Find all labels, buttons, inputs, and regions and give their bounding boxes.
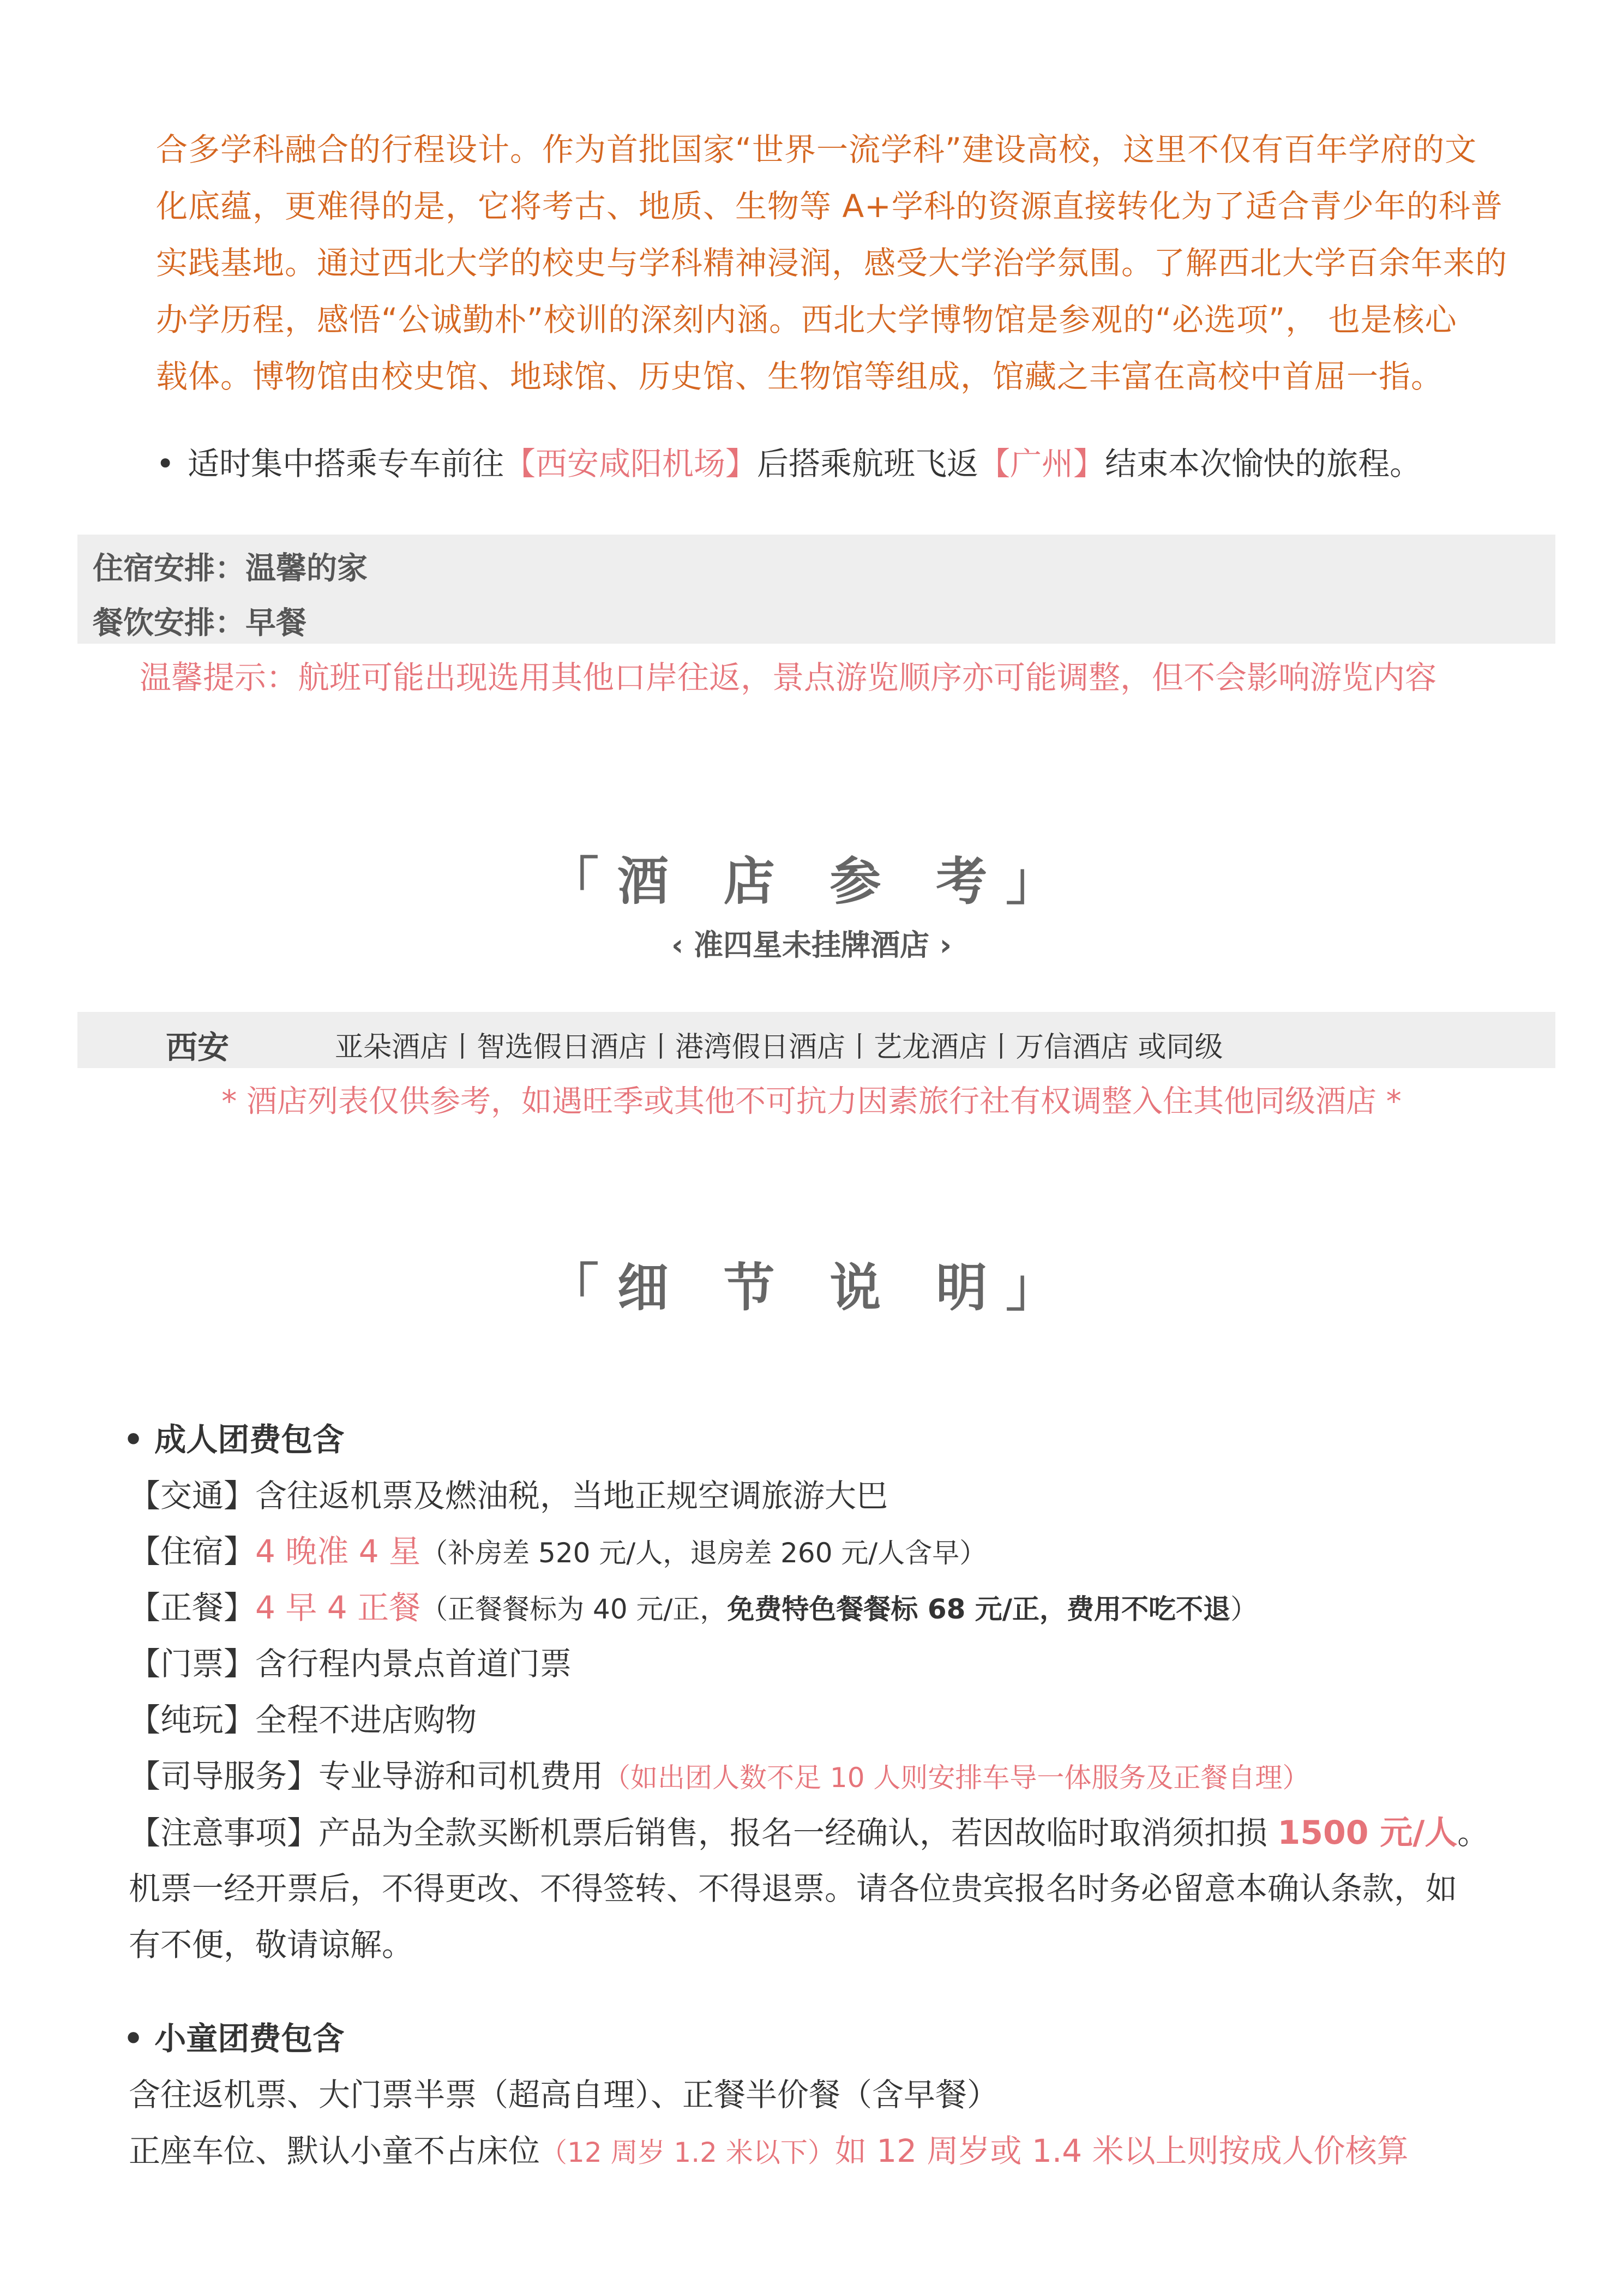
hotel-note: * 酒店列表仅供参考，如遇旺季或其他不可抗力因素旅行社有权调整入住其他同级酒店 * xyxy=(221,1084,1402,1119)
meal-note-bold: 免费特色餐餐标 68 元/正，费用不吃不退 xyxy=(727,1593,1231,1625)
detail-section-title: 「细 节 说 明」 xyxy=(547,1258,1076,1318)
airport-highlight: 【西安咸阳机场】 xyxy=(504,445,758,482)
return-text-3: 结束本次愉快的旅程。 xyxy=(1105,445,1422,482)
city-highlight: 【广州】 xyxy=(978,445,1105,482)
meal-note-end: ） xyxy=(1230,1593,1258,1625)
notice-line-3: 有不便，敬请谅解。 xyxy=(129,1926,414,1963)
intro-line: 办学历程，感悟“公诚勤朴”校训的深刻内涵。西北大学博物馆是参观的“必选项”， 也是核心 xyxy=(156,301,1457,338)
intro-line: 载体。博物馆由校史馆、地球馆、历史馆、生物馆等组成，馆藏之丰富在高校中首屈一指。 xyxy=(156,358,1444,395)
lodging-label: 【住宿】 xyxy=(129,1533,256,1570)
return-text-1: 适时集中搭乘专车前往 xyxy=(188,445,504,482)
return-trip-item xyxy=(156,439,1574,488)
pure-play-item: 【纯玩】全程不进店购物 xyxy=(129,1701,477,1739)
hotel-section-title: 「酒 店 参 考」 xyxy=(547,852,1076,912)
lodging-item xyxy=(129,1526,987,1572)
adult-heading: • 成人团费包含 xyxy=(123,1421,345,1458)
return-text-2: 后搭乘航班飞返 xyxy=(757,445,979,482)
bullet-icon: • xyxy=(156,445,175,482)
guide-label: 【司导服务】专业导游和司机费用 xyxy=(129,1758,604,1795)
hotel-city: 西安 xyxy=(166,1029,230,1066)
hotel-list-box xyxy=(77,1012,1555,1068)
child-line-1: 含往返机票、大门票半票（超高自理）、正餐半价餐（含早餐） xyxy=(129,2076,999,2113)
hotel-section-subtitle: ‹ 准四星未挂牌酒店 › xyxy=(671,928,952,962)
child-line-2 xyxy=(129,2125,1409,2171)
notice-end: 。 xyxy=(1457,1814,1489,1851)
child-line-2-text: 正座车位、默认小童不占床位 xyxy=(129,2132,540,2169)
transport-item: 【交通】含往返机票及燃油税，当地正规空调旅游大巴 xyxy=(129,1477,888,1514)
intro-line: 实践基地。通过西北大学的校史与学科精神浸润，感受大学治学氛围。了解西北大学百余年来的 xyxy=(156,244,1508,281)
meal-note: （正餐餐标为 40 元/正， xyxy=(420,1593,728,1625)
hotel-names: 亚朵酒店丨智选假日酒店丨港湾假日酒店丨艺龙酒店丨万信酒店 或同级 xyxy=(335,1031,1223,1064)
stay-info-box xyxy=(77,535,1555,644)
meal-arrangement: 餐饮安排：早餐 xyxy=(93,606,306,641)
lodging-arrangement: 住宿安排：温馨的家 xyxy=(93,551,368,586)
lodging-value: 4 晚准 4 星 xyxy=(255,1533,421,1570)
child-age-note: （12 周岁 1.2 米以下） xyxy=(540,2137,835,2168)
tickets-item: 【门票】含行程内景点首道门票 xyxy=(129,1645,572,1682)
guide-note: （如出团人数不足 10 人则安排车导一体服务及正餐自理） xyxy=(603,1762,1310,1794)
lodging-note: （补房差 520 元/人，退房差 260 元/人含早） xyxy=(420,1537,987,1569)
meal-label: 【正餐】 xyxy=(129,1589,256,1626)
guide-item xyxy=(129,1751,1309,1796)
notice-item xyxy=(129,1807,1489,1854)
child-adult-rule: 如 12 周岁或 1.4 米以上则按成人价核算 xyxy=(834,2132,1409,2169)
intro-line: 化底蕴，更难得的是，它将考古、地质、生物等 A+学科的资源直接转化为了适合青少年的科普 xyxy=(156,188,1503,225)
notice-line-2: 机票一经开票后，不得更改、不得签转、不得退票。请各位贵宾报名时务必留意本确认条款，如 xyxy=(129,1870,1458,1907)
intro-line: 合多学科融合的行程设计。作为首批国家“世界一流学科”建设高校，这里不仅有百年学府的文 xyxy=(156,131,1477,168)
warm-tip: 温馨提示：航班可能出现选用其他口岸往返，景点游览顺序亦可能调整，但不会影响游览内容 xyxy=(140,659,1437,696)
child-heading: • 小童团费包含 xyxy=(123,2020,345,2057)
cancel-fee: 1500 元/人 xyxy=(1277,1814,1458,1852)
meal-value: 4 早 4 正餐 xyxy=(255,1589,421,1626)
intro-paragraph xyxy=(156,121,1552,405)
meal-item xyxy=(129,1582,1258,1628)
notice-text: 【注意事项】产品为全款买断机票后销售，报名一经确认，若因故临时取消须扣损 xyxy=(129,1814,1278,1851)
